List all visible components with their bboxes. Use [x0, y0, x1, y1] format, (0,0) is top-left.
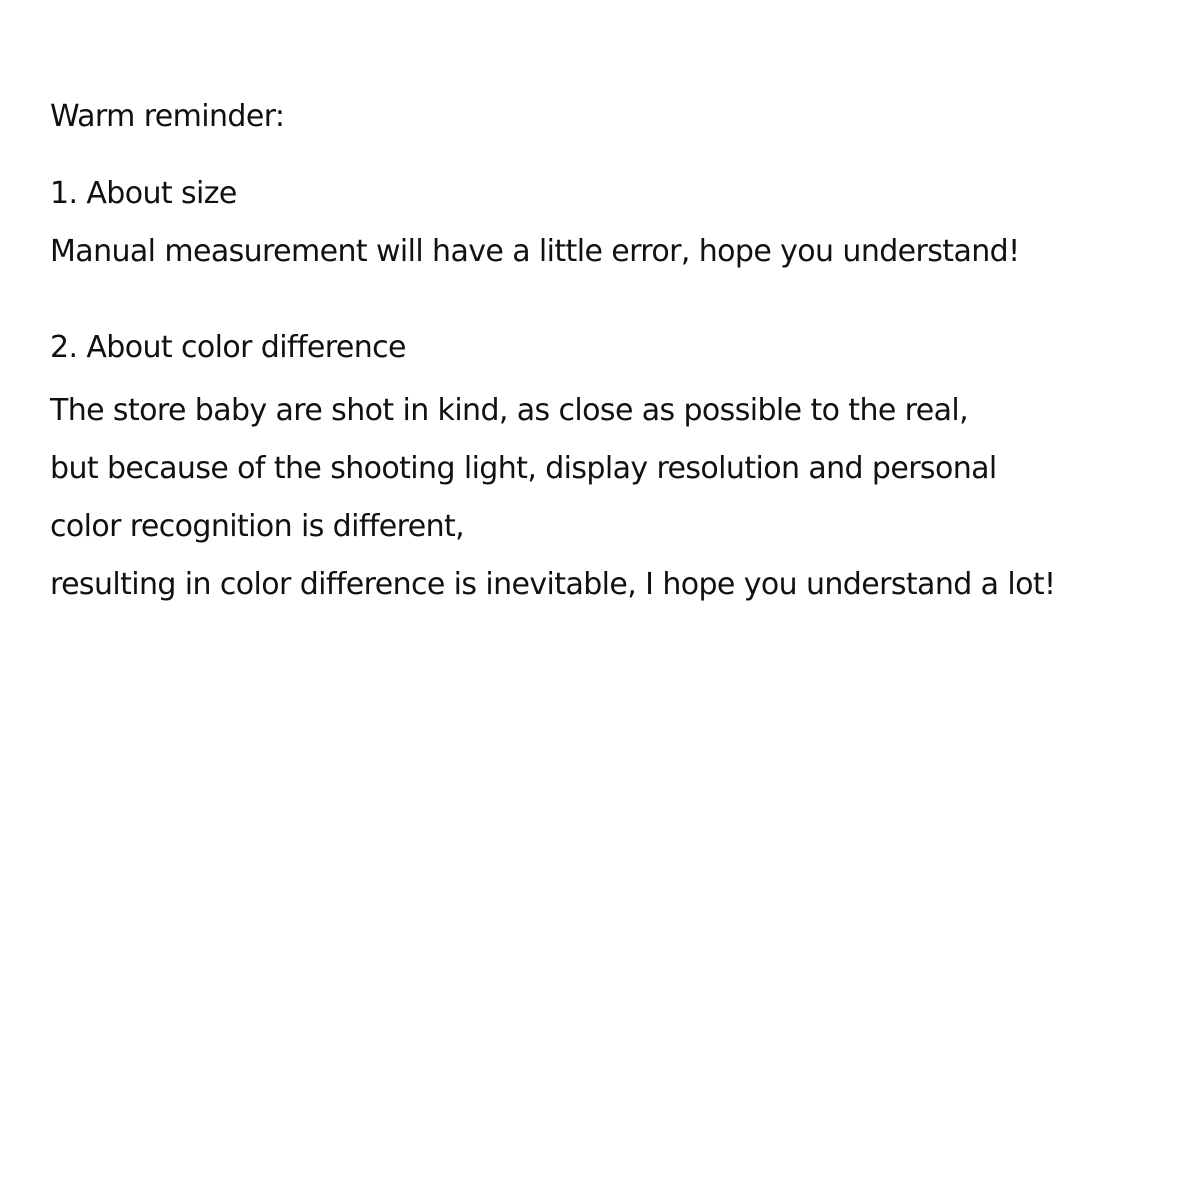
color-note-line-4: resulting in color difference is inevitable, I hope you understand a lot!	[50, 567, 1056, 602]
section-heading-color: 2. About color difference	[50, 330, 406, 365]
size-note-line: Manual measurement will have a little error, hope you understand!	[50, 234, 1020, 269]
color-note-line-3: color recognition is different,	[50, 509, 465, 544]
color-note-line-1: The store baby are shot in kind, as close as possible to the real,	[50, 393, 969, 428]
color-note-line-2: but because of the shooting light, display resolution and personal	[50, 451, 997, 486]
notice-title: Warm reminder:	[50, 99, 285, 134]
section-heading-size: 1. About size	[50, 176, 237, 211]
